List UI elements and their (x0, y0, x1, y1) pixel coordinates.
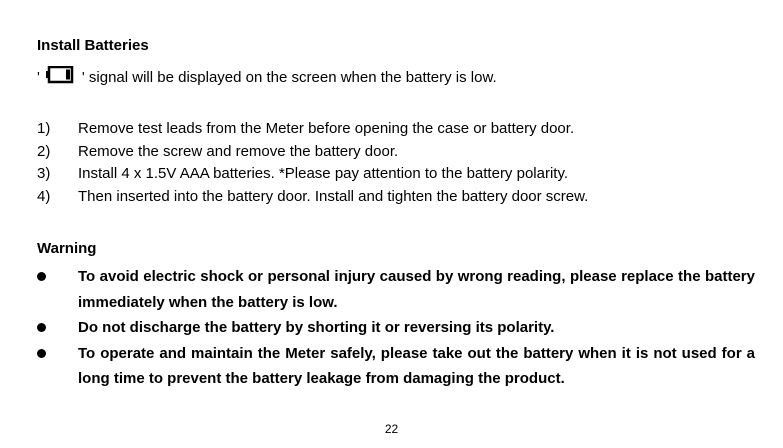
step-number: 2) (37, 142, 51, 160)
low-battery-icon (46, 66, 74, 86)
bullet-icon (37, 272, 46, 281)
warning-text: To operate and maintain the Meter safely, please take out the battery when it is not used for a long time to prevent the battery leakage from damaging the product. (78, 344, 755, 387)
signal-note-text: ' signal will be displayed on the screen when the battery is low. (81, 69, 497, 86)
bullet-icon (37, 323, 46, 332)
install-batteries-heading: Install Batteries (37, 37, 149, 54)
list-item (37, 186, 588, 209)
bullet-icon (37, 349, 46, 358)
warning-heading: Warning (37, 240, 97, 257)
step-number: 4) (37, 187, 51, 205)
warning-text: To avoid electric shock or personal injury caused by wrong reading, please replace the battery immediately when the battery is low. (78, 268, 755, 311)
step-text: Install 4 x 1.5V AAA batteries. *Please pay attention to the battery polarity. (78, 165, 569, 182)
page-number: 22 (384, 422, 399, 436)
step-number: 3) (37, 165, 51, 182)
warning-text: Do not discharge the battery by shorting it or reversing its polarity. (78, 319, 555, 336)
step-text: Then inserted into the battery door. Install and tighten the battery door screw. (78, 187, 589, 205)
install-steps-list (37, 118, 588, 208)
low-battery-signal-note (37, 66, 497, 90)
list-item (37, 341, 755, 392)
list-item (37, 118, 588, 141)
list-item (37, 163, 588, 186)
step-number: 1) (37, 120, 51, 137)
step-text: Remove the screw and remove the battery door. (78, 142, 399, 160)
step-text: Remove test leads from the Meter before opening the case or battery door. (78, 120, 575, 137)
warning-list (37, 264, 755, 392)
open-quote: ' (37, 69, 40, 86)
list-item (37, 141, 588, 164)
list-item (37, 315, 755, 341)
list-item (37, 264, 755, 315)
